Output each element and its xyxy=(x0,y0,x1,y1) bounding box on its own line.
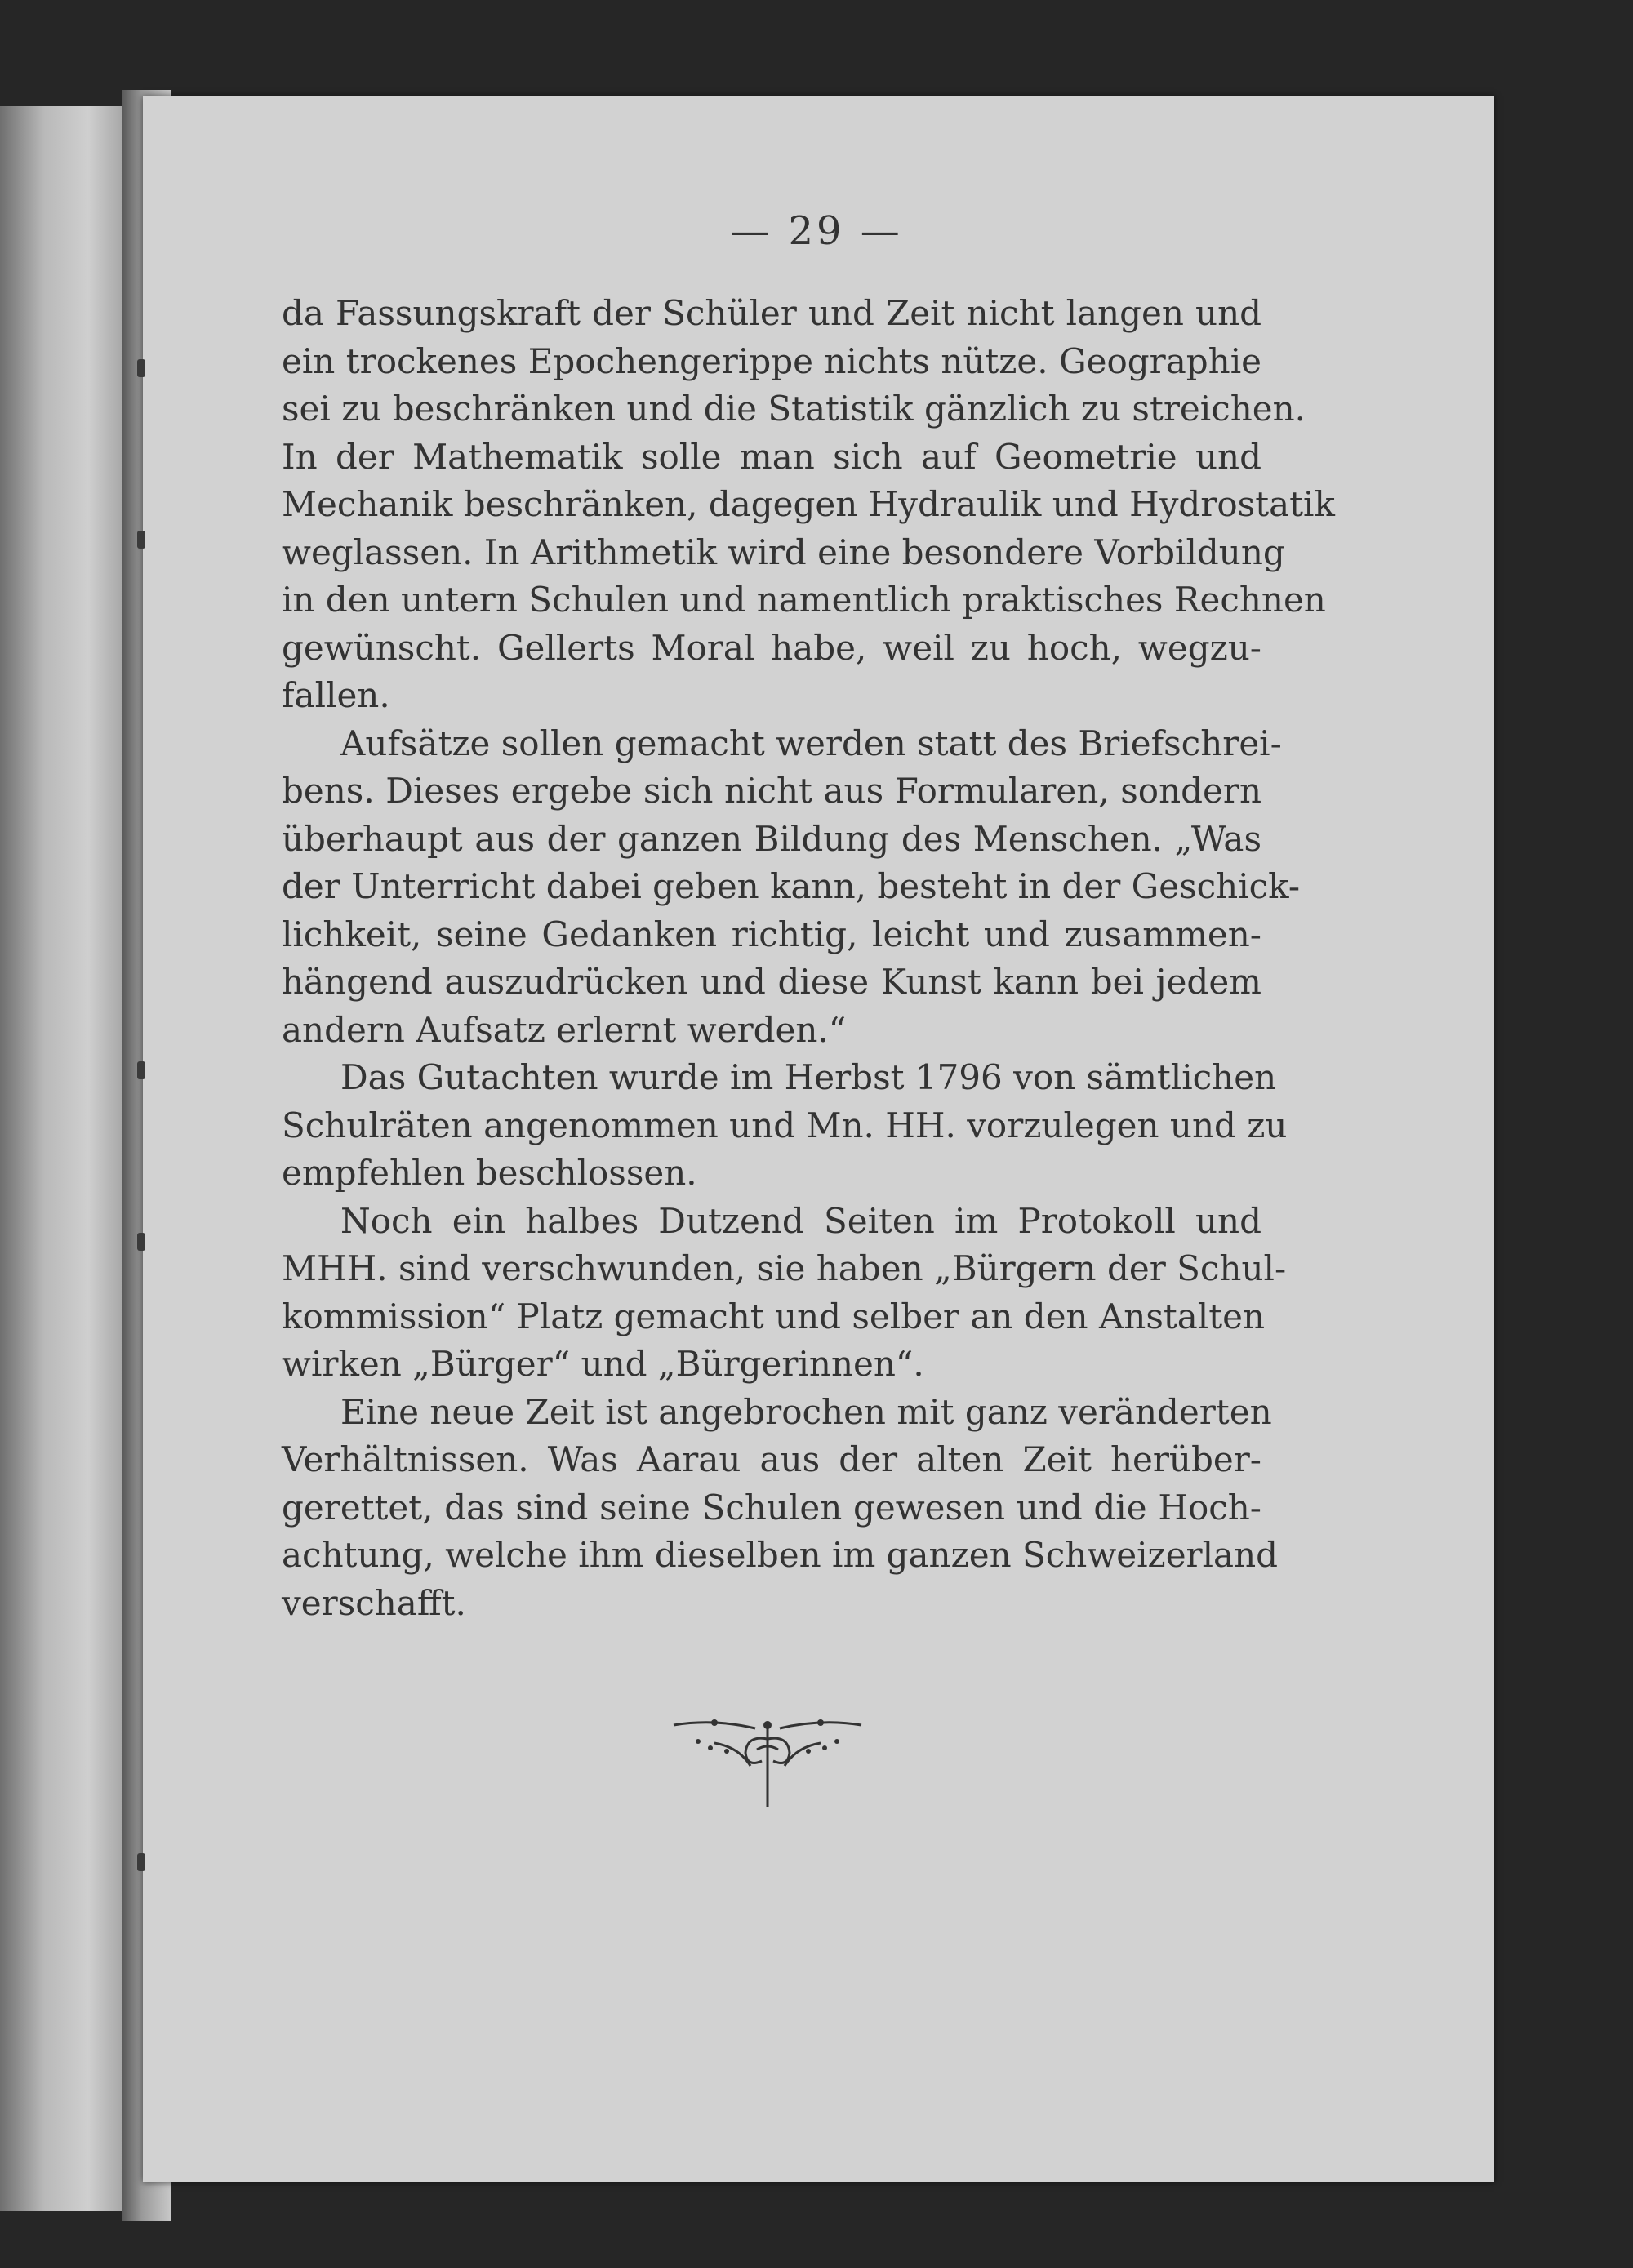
text-line: Noch ein halbes Dutzend Seiten im Protokoll und xyxy=(340,1200,1261,1241)
text-line: wirken „Bürger“ und „Bürgerinnen“. xyxy=(282,1344,924,1384)
paragraph xyxy=(282,720,1301,1055)
text-line: ein trockenes Epochengerippe nichts nütze. Geographie xyxy=(282,340,1261,381)
text-line: In der Mathematik solle man sich auf Geometrie und xyxy=(282,436,1261,477)
text-line: fallen. xyxy=(282,675,390,715)
text-line: Aufsätze sollen gemacht werden statt des Briefschrei- xyxy=(340,723,1282,763)
text-line: hängend auszudrücken und diese Kunst kann bei jedem xyxy=(282,962,1261,1002)
text-line: der Unterricht dabei geben kann, besteht in der Geschick- xyxy=(282,866,1301,906)
text-line: andern Aufsatz erlernt werden.“ xyxy=(282,1009,847,1050)
binding-mark xyxy=(137,1061,145,1079)
text-line: gewünscht. Gellerts Moral habe, weil zu hoch, wegzu- xyxy=(282,627,1261,668)
text-line: kommission“ Platz gemacht und selber an den Anstalten xyxy=(282,1296,1266,1336)
text-line: Das Gutachten wurde im Herbst 1796 von sämtlichen xyxy=(340,1057,1277,1097)
binding-marks xyxy=(131,310,155,1902)
page-number: — 29 — xyxy=(730,208,903,254)
text-line: Verhältnissen. Was Aarau aus der alten Zeit herüber- xyxy=(282,1439,1261,1479)
text-line: in den untern Schulen und namentlich praktisches Rechnen xyxy=(282,580,1326,620)
text-line: empfehlen beschlossen. xyxy=(282,1153,697,1193)
binding-mark xyxy=(137,359,145,377)
text-line: bens. Dieses ergebe sich nicht aus Formularen, sondern xyxy=(282,771,1261,811)
text-line: Eine neue Zeit ist angebrochen mit ganz veränderten xyxy=(340,1391,1272,1432)
paragraph xyxy=(282,1389,1279,1628)
paragraph xyxy=(282,1054,1288,1198)
text-line: lichkeit, seine Gedanken richtig, leicht und zusammen- xyxy=(282,914,1261,954)
ornament-icon xyxy=(665,1710,870,1817)
binding-mark xyxy=(137,1853,145,1871)
paragraph xyxy=(282,1198,1287,1389)
text-line: Mechanik beschränken, dagegen Hydraulik und Hydrostatik xyxy=(282,484,1335,524)
text-line: verschafft. xyxy=(282,1582,466,1623)
body-text xyxy=(282,290,1335,1627)
text-line: sei zu beschränken und die Statistik gänzlich zu streichen. xyxy=(282,389,1306,429)
text-line: Schulräten angenommen und Mn. HH. vorzulegen und zu xyxy=(282,1105,1288,1145)
text-line: MHH. sind verschwunden, sie haben „Bürgern der Schul- xyxy=(282,1248,1287,1288)
text-line: gerettet, das sind seine Schulen gewesen und die Hoch- xyxy=(282,1487,1261,1528)
text-line: da Fassungskraft der Schüler und Zeit nicht langen und xyxy=(282,293,1261,333)
text-line: überhaupt aus der ganzen Bildung des Menschen. „Was xyxy=(282,818,1261,859)
binding-mark xyxy=(137,1233,145,1251)
binding-mark xyxy=(137,531,145,549)
text-line: achtung, welche ihm dieselben im ganzen Schweizerland xyxy=(282,1535,1279,1575)
text-line: weglassen. In Arithmetik wird eine besondere Vorbildung xyxy=(282,531,1285,572)
paragraph xyxy=(282,290,1335,720)
